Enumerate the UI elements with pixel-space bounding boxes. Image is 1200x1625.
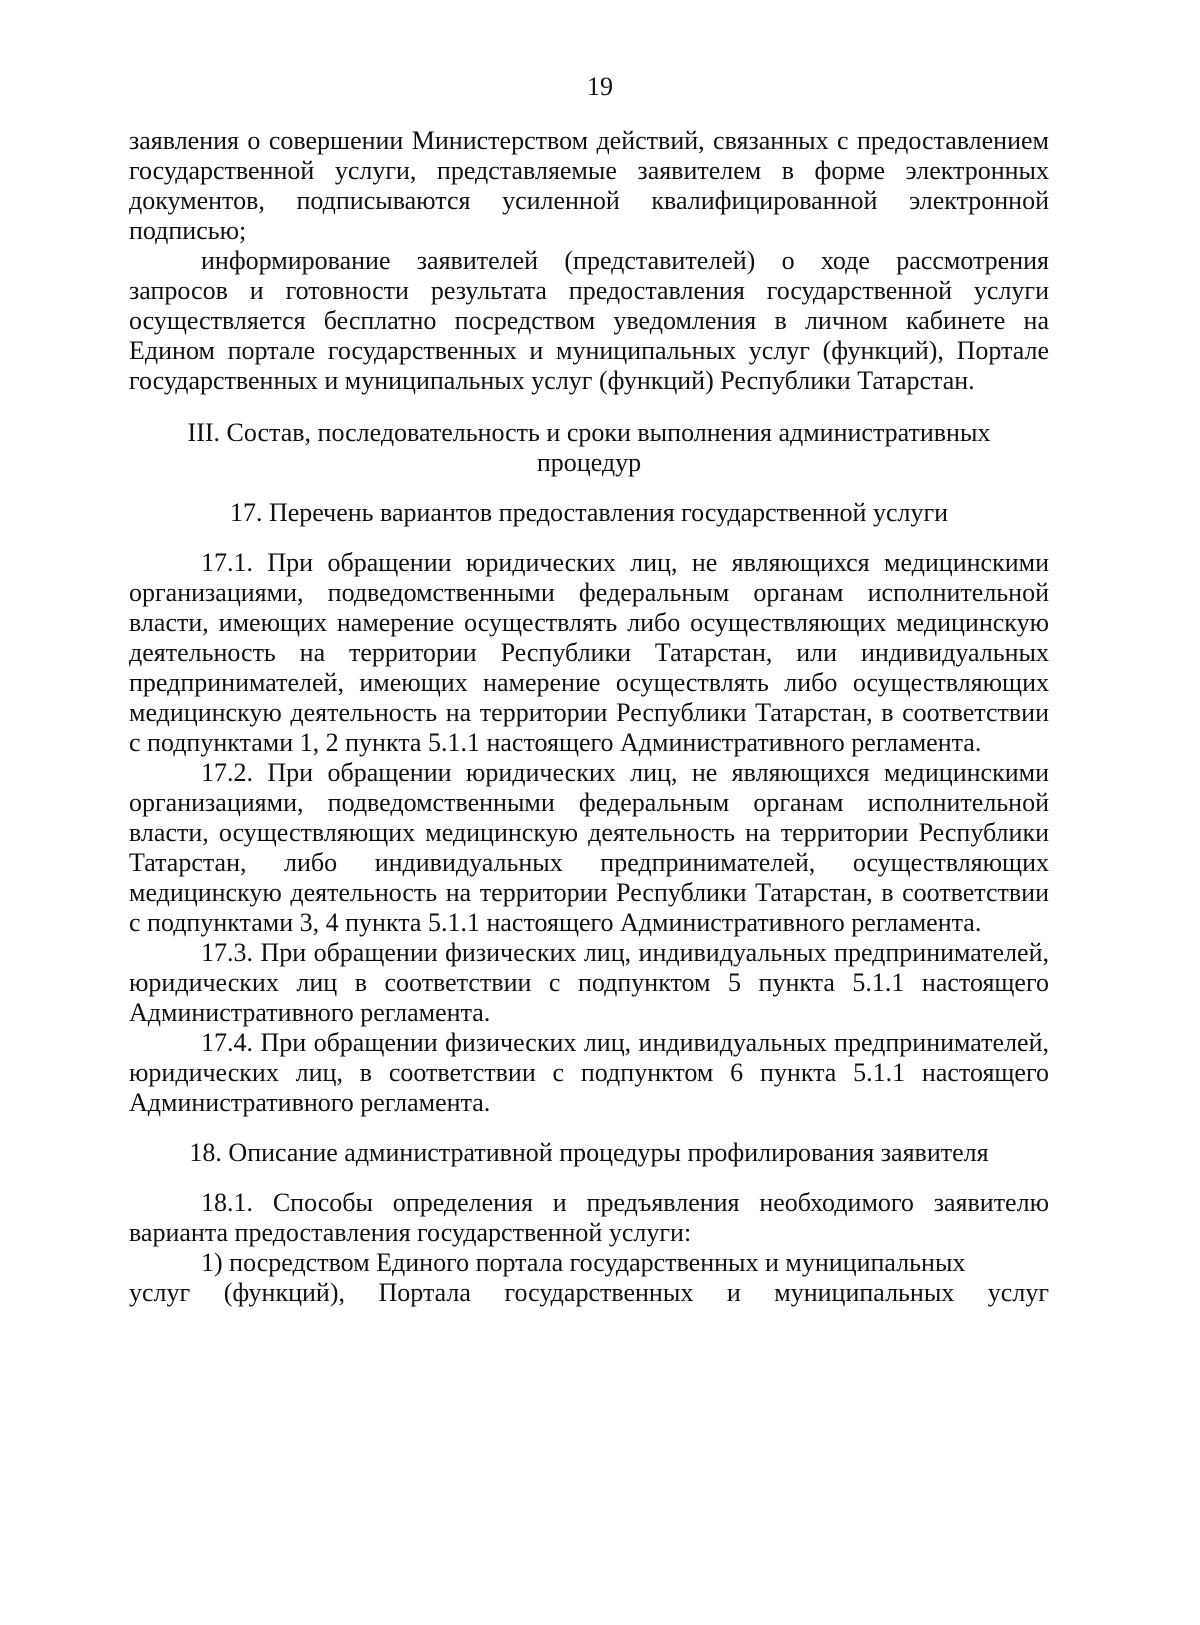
section-heading-line1: III. Состав, последовательность и сроки выполнения административных	[187, 418, 991, 447]
section-heading-line2: процедур	[536, 448, 642, 477]
item-17-1: 17.1. При обращении юридических лиц, не являющихся медицинскими организациями, подведомственными федеральным органам исполнительной власти, имеющих намерение осуществлять либо осуществляющих медицинскую деятельность на территории Республики Татарстан, или индивидуальных предпринимателей, имеющих намерение осуществлять либо осуществляющих медицинскую деятельность на территории Республики Татарстан, в соответствии с подпунктами 1, 2 пункта 5.1.1 настоящего Административного регламента.	[129, 548, 1049, 757]
subsection-heading-17: 17. Перечень вариантов предоставления государственной услуги	[229, 498, 949, 527]
item-18-1-1-line2: услуг (функций), Портала государственных и муниципальных услуг	[129, 1278, 1049, 1307]
page-number: 19	[587, 72, 613, 101]
item-18-1: 18.1. Способы определения и предъявления необходимого заявителю варианта предоставления государственной услуги:	[129, 1188, 1049, 1247]
document-body	[129, 126, 1049, 1308]
item-17-2: 17.2. При обращении юридических лиц, не являющихся медицинскими организациями, подведомственными федеральным органам исполнительной власти, осуществляющих медицинскую деятельность на территории Республики Татарстан, либо индивидуальных предпринимателей, осуществляющих медицинскую деятельность на территории Республики Татарстан, в соответствии с подпунктами 3, 4 пункта 5.1.1 настоящего Административного регламента.	[129, 758, 1049, 937]
item-18-1-1-line1: 1) посредством Единого портала государственных и муниципальных	[201, 1248, 966, 1277]
item-17-4: 17.4. При обращении физических лиц, индивидуальных предпринимателей, юридических лиц, в соответствии с подпунктом 6 пункта 5.1.1 настоящего Административного регламента.	[129, 1028, 1049, 1117]
item-17-3: 17.3. При обращении физических лиц, индивидуальных предпринимателей, юридических лиц в соответствии с подпунктом 5 пункта 5.1.1 настоящего Административного регламента.	[129, 938, 1049, 1027]
paragraph-signature: заявления о совершении Министерством действий, связанных с предоставлением государственной услуги, представляемые заявителем в форме электронных документов, подписываются усиленной квалифицированной электронной подписью;	[129, 126, 1049, 245]
subsection-heading-18: 18. Описание административной процедуры профилирования заявителя	[189, 1138, 989, 1167]
paragraph-informing: информирование заявителей (представителей) о ходе рассмотрения запросов и готовности результата предоставления государственной услуги осуществляется бесплатно посредством уведомления в личном кабинете на Едином портале государственных и муниципальных услуг (функций), Портале государственных и муниципальных услуг (функций) Республики Татарстан.	[129, 246, 1049, 395]
